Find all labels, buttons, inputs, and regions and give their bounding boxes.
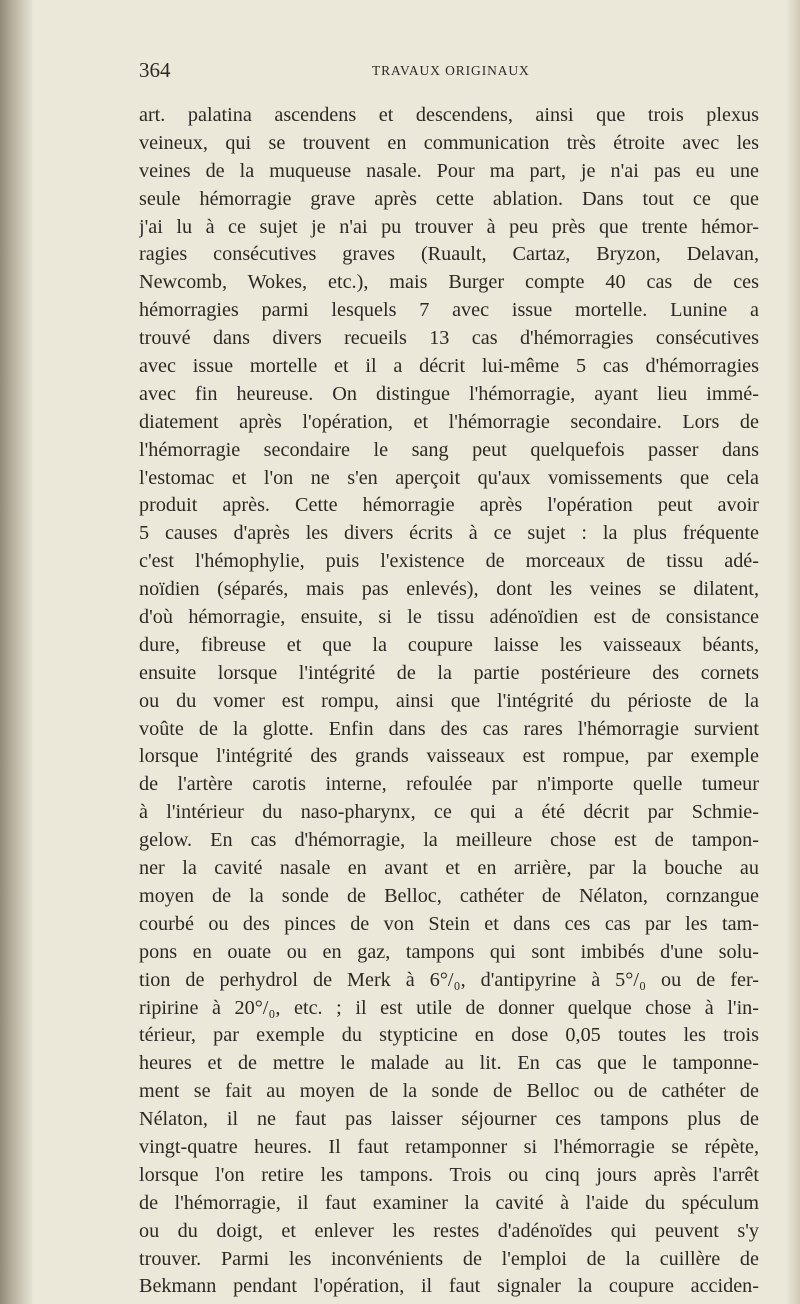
text-line: dure, fibreuse et que la coupure laisse les vaisseaux béants, [139, 633, 759, 656]
text-line: moyen de la sonde de Belloc, cathéter de Nélaton, cornzangue [139, 884, 759, 907]
text-line: ou du vomer est rompu, ainsi que l'intégrité du périoste de la [139, 689, 759, 712]
text-line: à l'intérieur du naso-pharynx, ce qui a été décrit par Schmie- [139, 801, 759, 824]
text-line: ou du doigt, et enlever les restes d'adénoïdes qui peuvent s'y [139, 1219, 759, 1242]
text-line: courbé ou des pinces de von Stein et dans ces cas par les tam- [139, 912, 759, 935]
text-line: j'ai lu à ce sujet je n'ai pu trouver à peu près que trente hémor- [139, 215, 759, 238]
body-text [139, 102, 759, 1301]
page-edge-shadow [786, 0, 800, 1304]
text-line: d'où hémorragie, ensuite, si le tissu adénoïdien est de consistance [139, 606, 759, 629]
text-line: seule hémorragie grave après cette ablation. Dans tout ce que [139, 187, 759, 210]
text-line: ripirine à 20°/₀, etc. ; il est utile de donner quelque chose à l'in- [139, 996, 759, 1019]
text-line: Bekmann pendant l'opération, il faut signaler la coupure acciden- [139, 1275, 759, 1298]
text-line: gelow. En cas d'hémorragie, la meilleure chose est de tampon- [139, 829, 759, 852]
page-header [139, 58, 759, 88]
text-line: vingt-quatre heures. Il faut retamponner si l'hémorragie se répète, [139, 1135, 759, 1158]
text-line: veines de la muqueuse nasale. Pour ma part, je n'ai pas eu une [139, 159, 759, 182]
text-line: ragies consécutives graves (Ruault, Cartaz, Bryzon, Delavan, [139, 243, 759, 266]
text-line: veineux, qui se trouvent en communication très étroite avec les [139, 131, 759, 154]
text-line: ensuite lorsque l'intégrité de la partie postérieure des cornets [139, 661, 759, 684]
text-line: lorsque l'on retire les tampons. Trois ou cinq jours après l'arrêt [139, 1163, 759, 1186]
text-line: lorsque l'intégrité des grands vaisseaux est rompue, par exemple [139, 745, 759, 768]
running-title: TRAVAUX ORIGINAUX [372, 63, 530, 78]
text-line: noïdien (séparés, mais pas enlevés), dont les veines se dilatent, [139, 578, 759, 601]
text-line: produit après. Cette hémorragie après l'opération peut avoir [139, 494, 759, 517]
text-line: avec issue mortelle et il a décrit lui-même 5 cas d'hémorragies [139, 355, 759, 378]
text-line: de l'hémorragie, il faut examiner la cavité à l'aide du spéculum [139, 1191, 759, 1214]
text-line: diatement après l'opération, et l'hémorragie secondaire. Lors de [139, 410, 759, 433]
text-line: voûte de la glotte. Enfin dans des cas rares l'hémorragie survient [139, 717, 759, 740]
text-line: 5 causes d'après les divers écrits à ce sujet : la plus fréquente [139, 522, 759, 545]
text-line: tion de perhydrol de Merk à 6°/₀, d'antipyrine à 5°/₀ ou de fer- [139, 968, 759, 991]
text-line: avec fin heureuse. On distingue l'hémorragie, ayant lieu immé- [139, 382, 759, 405]
text-line: ner la cavité nasale en avant et en arrière, par la bouche au [139, 857, 759, 880]
text-line: pons en ouate ou en gaz, tampons qui sont imbibés d'une solu- [139, 940, 759, 963]
page-number: 364 [139, 58, 171, 82]
text-line: c'est l'hémophylie, puis l'existence de morceaux de tissu adé- [139, 550, 759, 573]
text-line: trouver. Parmi les inconvénients de l'emploi de la cuillère de [139, 1247, 759, 1270]
page-binding-gutter [0, 0, 34, 1304]
text-line: Nélaton, il ne faut pas laisser séjourner ces tampons plus de [139, 1108, 759, 1131]
text-line: trouvé dans divers recueils 13 cas d'hémorragies consécutives [139, 327, 759, 350]
text-line: art. palatina ascendens et descendens, ainsi que trois plexus [139, 104, 759, 126]
text-line: ment se fait au moyen de la sonde de Belloc ou de cathéter de [139, 1080, 759, 1103]
text-line: l'estomac et l'on ne s'en aperçoit qu'aux vomissements que cela [139, 466, 759, 489]
text-line: de l'artère carotis interne, refoulée par n'importe quelle tumeur [139, 773, 759, 796]
text-line: hémorragies parmi lesquels 7 avec issue mortelle. Lunine a [139, 299, 759, 322]
text-line: térieur, par exemple du stypticine en dose 0,05 toutes les trois [139, 1024, 759, 1047]
text-line: l'hémorragie secondaire le sang peut quelquefois passer dans [139, 438, 759, 461]
text-line: heures et de mettre le malade au lit. En cas que le tamponne- [139, 1052, 759, 1075]
text-line: Newcomb, Wokes, etc.), mais Burger compte 40 cas de ces [139, 271, 759, 294]
